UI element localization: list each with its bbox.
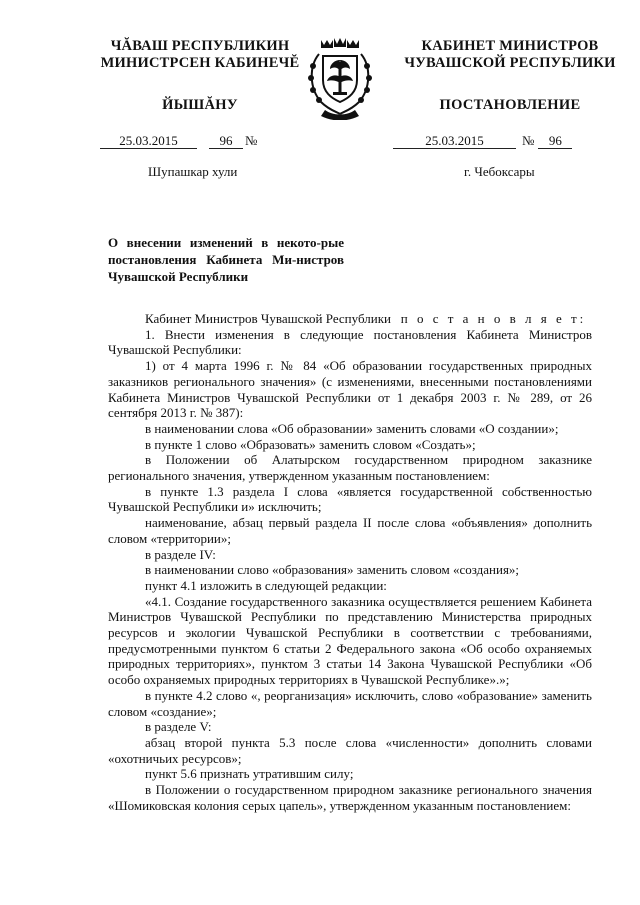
body-paragraph: в Положении об Алатырском государственном природном заказнике регионального значения, утвержденном указанным постановлением: [108, 452, 592, 484]
number-sign-right: № [522, 133, 535, 148]
body-intro-text: Кабинет Министров Чувашской Республики [145, 311, 391, 326]
body-paragraph: пункт 4.1 изложить в следующей редакции: [145, 577, 387, 593]
date-field-left: 25.03.2015 [100, 134, 197, 149]
body-paragraph: в разделе IV: [145, 546, 216, 562]
number-field-left: 96 [209, 134, 243, 149]
body-paragraph: 1) от 4 марта 1996 г. № 84 «Об образовании государственных природных заказников регионального значения» (с изменениями, внесенными постановлениями Кабинета Министров Чувашской Республики от 1 декабря 2003 г. № 289, от 26 сентября 2013 г. № 387): [108, 358, 592, 421]
number-sign-left: № [245, 133, 258, 148]
body-paragraph: абзац второй пункта 5.3 после слова «численности» дополнить словами «охотничьих ресурсов»; [108, 734, 592, 766]
body-paragraph: 1. Внести изменения в следующие постановления Кабинета Министров Чувашской Республики: [108, 326, 592, 358]
document-subject: О внесении изменений в некото-рые постановления Кабинета Ми-нистров Чувашской Республики [108, 235, 344, 284]
place-russian: г. Чебоксары [464, 164, 535, 179]
body-paragraph: в разделе V: [145, 719, 212, 735]
header-russian-line2: ЧУВАШСКОЙ РЕСПУБЛИКИ [404, 55, 616, 71]
chuvash-coat-of-arms-icon [303, 36, 377, 120]
date-number-left [100, 134, 320, 150]
header-chuvash-line1: ЧĂВАШ РЕСПУБЛИКИН [110, 38, 290, 54]
number-field-right: 96 [538, 134, 572, 149]
body-paragraph: пункт 5.6 признать утратившим силу; [145, 766, 354, 782]
body-intro-spaced: п о с т а н о в л я е т: [400, 311, 587, 326]
body-paragraph: в наименовании слова «Об образовании» заменить словами «О создании»; [145, 420, 559, 436]
body-intro [108, 311, 592, 327]
header-russian [390, 38, 630, 72]
date-field-right: 25.03.2015 [393, 134, 516, 149]
date-number-right [393, 134, 613, 150]
header-chuvash [80, 38, 320, 72]
body-paragraph: в пункте 1.3 раздела I слова «является государственной собственностью Чувашской Республики и» исключить; [108, 483, 592, 515]
header-chuvash-line2: МИНИСТРСЕН КАБИНЕЧĔ [100, 55, 300, 71]
document-body [108, 311, 592, 814]
body-paragraph: в наименовании слово «образования» заменить словом «создания»; [145, 562, 520, 578]
header-chuvash-title: ЙЫШĂНУ [162, 97, 238, 113]
place-chuvash: Шупашкар хули [148, 164, 238, 179]
body-paragraph: в пункте 4.2 слово «, реорганизация» исключить, слово «образование» заменить словом «создание»; [108, 687, 592, 719]
header-russian-line1: КАБИНЕТ МИНИСТРОВ [421, 38, 599, 54]
body-paragraph: «4.1. Создание государственного заказника осуществляется решением Кабинета Министров Чувашской Республики по представлению Министерства природных ресурсов и экологии Чувашской Республики в соответствии с требованиями, предусмотренными пунктом 6 статьи 2 Федерального закона «Об особо охраняемых природных территориях», пунктом 3 статьи 14 Закона Чувашской Республики «Об особо охраняемых природных территориях в Чувашской Республике».»; [108, 593, 592, 688]
body-paragraph: в пункте 1 слово «Образовать» заменить словом «Создать»; [145, 436, 476, 452]
body-paragraph: в Положении о государственном природном заказнике регионального значения «Шомиковская колония серых цапель», утвержденном указанным постановлением: [108, 782, 592, 813]
header-russian-title: ПОСТАНОВЛЕНИЕ [439, 97, 581, 113]
body-paragraph: наименование, абзац первый раздела II после слова «объявления» дополнить словом «территории»; [108, 515, 592, 546]
